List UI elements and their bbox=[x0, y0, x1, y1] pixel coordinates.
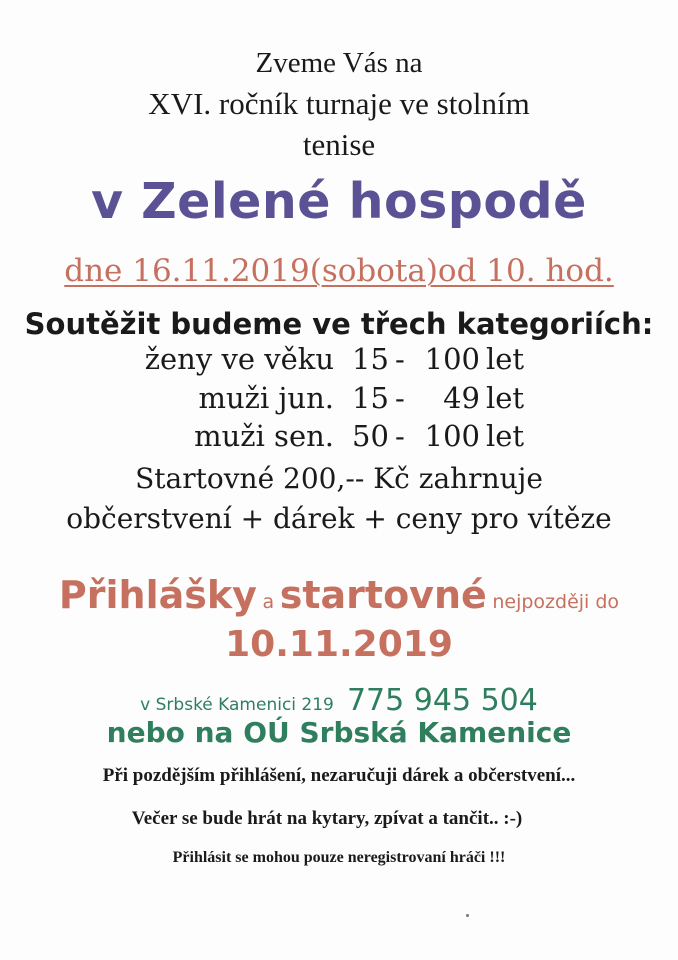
registration-line bbox=[0, 575, 678, 617]
registration-word: Přihlášky bbox=[58, 573, 257, 617]
category-row bbox=[0, 342, 678, 380]
contact-line bbox=[0, 684, 678, 717]
category-age-to: 100 bbox=[424, 342, 480, 376]
fee-line-2: občerstvení + dárek + ceny pro vítěze bbox=[66, 502, 612, 535]
category-dash: - bbox=[395, 381, 405, 415]
category-age-from: 15 bbox=[352, 381, 389, 415]
title-line-1: XVI. ročník turnaje ve stolním bbox=[148, 86, 530, 121]
note-eligibility: Přihlásit se mohou pouze neregistrovaní hráči !!! bbox=[172, 849, 506, 866]
fee-line-1: Startovné 200,-- Kč zahrnuje bbox=[135, 462, 543, 495]
registration-deadline-text: nejpozději do bbox=[492, 591, 620, 613]
category-unit: let bbox=[486, 342, 525, 376]
contact-address: v Srbské Kamenici 219 bbox=[140, 695, 334, 715]
category-age-to: 49 bbox=[443, 381, 480, 415]
paper-speck bbox=[466, 914, 469, 917]
note-evening-program: Večer se bude hrát na kytary, zpívat a tančit.. :-) bbox=[131, 808, 523, 829]
registration-conj: a bbox=[262, 591, 275, 613]
invite-line: Zveme Vás na bbox=[255, 47, 423, 79]
category-age-to: 100 bbox=[424, 419, 480, 453]
category-unit: let bbox=[486, 419, 525, 453]
category-row bbox=[0, 381, 678, 419]
category-unit: let bbox=[486, 381, 525, 415]
category-name: muži jun. bbox=[198, 381, 334, 415]
date-line: dne 16.11.2019(sobota)od 10. hod. bbox=[64, 253, 614, 289]
venue-heading: v Zelené hospodě bbox=[91, 173, 587, 230]
registration-deadline-date: 10.11.2019 bbox=[225, 624, 453, 665]
category-row bbox=[0, 419, 678, 457]
category-name: ženy ve věku bbox=[144, 342, 334, 376]
registration-fee-word: startovné bbox=[279, 573, 487, 617]
category-age-from: 50 bbox=[352, 419, 389, 453]
category-dash: - bbox=[395, 419, 405, 453]
category-dash: - bbox=[395, 342, 405, 376]
category-age-from: 15 bbox=[352, 342, 389, 376]
category-name: muži sen. bbox=[194, 419, 334, 453]
categories-heading: Soutěžit budeme ve třech kategoriích: bbox=[24, 307, 654, 341]
contact-phone: 775 945 504 bbox=[346, 683, 538, 718]
contact-alternative: nebo na OÚ Srbská Kamenice bbox=[106, 716, 572, 749]
title-line-2: tenise bbox=[302, 127, 376, 162]
note-late-registration: Při pozdějším přihlášení, nezaručuji dárek a občerstvení... bbox=[102, 765, 576, 786]
